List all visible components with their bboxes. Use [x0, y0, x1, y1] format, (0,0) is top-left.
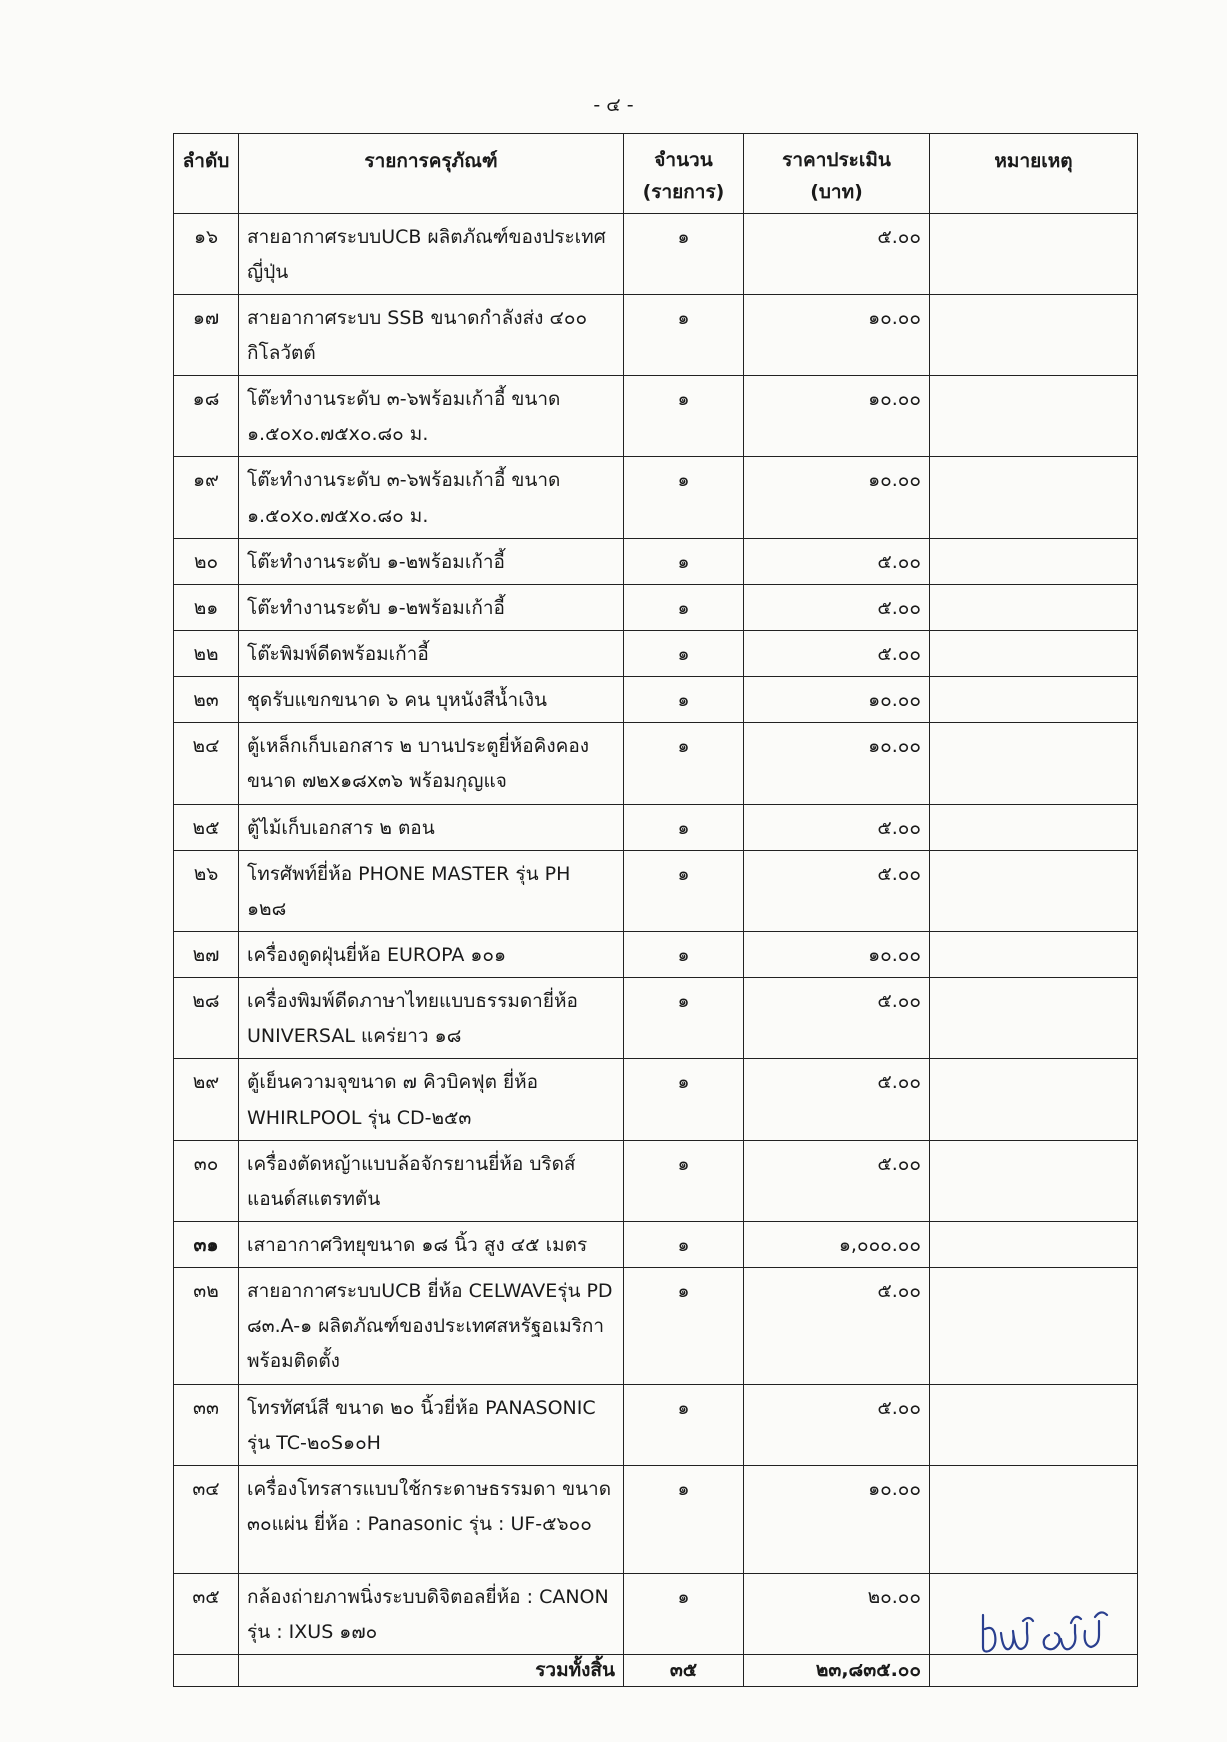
table-row — [174, 1268, 1138, 1384]
table-row — [174, 1140, 1138, 1221]
table-row — [174, 677, 1138, 723]
row-qty: ๑ — [624, 1384, 744, 1465]
table-row — [174, 294, 1138, 375]
row-price: ๕.๐๐ — [744, 538, 930, 584]
row-number: ๒๑ — [174, 584, 239, 630]
header-price — [744, 134, 930, 214]
row-qty: ๑ — [624, 1140, 744, 1221]
table-row — [174, 723, 1138, 804]
row-price: ๑๐.๐๐ — [744, 723, 930, 804]
total-price: ๒๓,๘๓๕.๐๐ — [744, 1655, 930, 1687]
row-price: ๕.๐๐ — [744, 1268, 930, 1384]
row-item: สายอากาศระบบUCB ยี่ห้อ CELWAVEรุ่น PD ๘๓.A-๑ ผลิตภัณฑ์ของประเทศสหรัฐอเมริกาพร้อมติดตั้ง — [239, 1268, 624, 1384]
row-number: ๓๐ — [174, 1140, 239, 1221]
row-item: โทรศัพท์ยี่ห้อ PHONE MASTER รุ่น PH ๑๒๘ — [239, 850, 624, 931]
row-number: ๒๐ — [174, 538, 239, 584]
table-row — [174, 584, 1138, 630]
row-item: เครื่องพิมพ์ดีดภาษาไทยแบบธรรมดายี่ห้อ UNIVERSAL แคร่ยาว ๑๘ — [239, 978, 624, 1059]
row-qty: ๑ — [624, 1059, 744, 1140]
row-item: โต๊ะทำงานระดับ ๑-๒พร้อมเก้าอี้ — [239, 538, 624, 584]
row-qty: ๑ — [624, 978, 744, 1059]
row-price: ๑,๐๐๐.๐๐ — [744, 1221, 930, 1267]
row-qty: ๑ — [624, 1268, 744, 1384]
header-item: รายการครุภัณฑ์ — [239, 134, 624, 214]
row-item: ชุดรับแขกขนาด ๖ คน บุหนังสีน้ำเงิน — [239, 677, 624, 723]
table-header-row — [174, 134, 1138, 214]
row-price: ๑๐.๐๐ — [744, 457, 930, 538]
table-row — [174, 804, 1138, 850]
row-number: ๒๔ — [174, 723, 239, 804]
row-number: ๓๑ — [174, 1221, 239, 1267]
row-item: เครื่องตัดหญ้าแบบล้อจักรยานยี่ห้อ บริดส์แอนด์สแตรทตัน — [239, 1140, 624, 1221]
row-remark — [930, 1465, 1138, 1573]
row-qty: ๑ — [624, 723, 744, 804]
row-remark — [930, 1268, 1138, 1384]
row-qty: ๑ — [624, 584, 744, 630]
row-number: ๓๔ — [174, 1465, 239, 1573]
row-number: ๑๖ — [174, 213, 239, 294]
row-price: ๑๐.๐๐ — [744, 931, 930, 977]
row-qty: ๑ — [624, 931, 744, 977]
inventory-table — [173, 133, 1138, 1687]
table-row — [174, 1221, 1138, 1267]
row-price: ๕.๐๐ — [744, 631, 930, 677]
row-qty: ๑ — [624, 213, 744, 294]
row-qty: ๑ — [624, 294, 744, 375]
row-qty: ๑ — [624, 631, 744, 677]
table-body — [174, 213, 1138, 1655]
row-number: ๑๘ — [174, 376, 239, 457]
row-remark — [930, 213, 1138, 294]
row-remark — [930, 723, 1138, 804]
row-item: เสาอากาศวิทยุขนาด ๑๘ นิ้ว สูง ๔๕ เมตร — [239, 1221, 624, 1267]
row-item: โต๊ะทำงานระดับ ๓-๖พร้อมเก้าอี้ ขนาด ๑.๕๐x๐.๗๕x๐.๘๐ ม. — [239, 457, 624, 538]
row-item: สายอากาศระบบUCB ผลิตภัณฑ์ของประเทศญี่ปุ่น — [239, 213, 624, 294]
header-remark: หมายเหตุ — [930, 134, 1138, 214]
row-remark — [930, 804, 1138, 850]
table-row — [174, 1059, 1138, 1140]
row-item: เครื่องดูดฝุ่นยี่ห้อ EUROPA ๑๐๑ — [239, 931, 624, 977]
row-remark — [930, 677, 1138, 723]
row-remark — [930, 457, 1138, 538]
row-price: ๕.๐๐ — [744, 1384, 930, 1465]
table-row — [174, 1465, 1138, 1573]
header-price-line2: (บาท) — [810, 181, 863, 204]
total-blank — [174, 1655, 239, 1687]
table-row — [174, 931, 1138, 977]
row-remark — [930, 631, 1138, 677]
row-item: โต๊ะทำงานระดับ ๓-๖พร้อมเก้าอี้ ขนาด ๑.๕๐x๐.๗๕x๐.๘๐ ม. — [239, 376, 624, 457]
row-remark — [930, 1059, 1138, 1140]
row-item: โทรทัศน์สี ขนาด ๒๐ นิ้วยี่ห้อ PANASONIC รุ่น TC-๒๐S๑๐H — [239, 1384, 624, 1465]
table-row — [174, 457, 1138, 538]
row-price: ๕.๐๐ — [744, 804, 930, 850]
table-row — [174, 538, 1138, 584]
row-number: ๒๗ — [174, 931, 239, 977]
row-qty: ๑ — [624, 1573, 744, 1654]
row-number: ๒๓ — [174, 677, 239, 723]
header-qty-line1: จำนวน — [654, 149, 713, 171]
header-qty-line2: (รายการ) — [642, 181, 725, 204]
row-number: ๓๕ — [174, 1573, 239, 1654]
row-number: ๑๙ — [174, 457, 239, 538]
row-remark — [930, 931, 1138, 977]
table-row — [174, 376, 1138, 457]
row-price: ๒๐.๐๐ — [744, 1573, 930, 1654]
row-price: ๕.๐๐ — [744, 1059, 930, 1140]
row-item: สายอากาศระบบ SSB ขนาดกำลังส่ง ๔๐๐ กิโลวัตต์ — [239, 294, 624, 375]
row-price: ๑๐.๐๐ — [744, 1465, 930, 1573]
row-price: ๕.๐๐ — [744, 213, 930, 294]
row-qty: ๑ — [624, 850, 744, 931]
table-row — [174, 213, 1138, 294]
row-qty: ๑ — [624, 677, 744, 723]
row-number: ๒๙ — [174, 1059, 239, 1140]
header-no: ลำดับ — [174, 134, 239, 214]
handwritten-signature — [975, 1595, 1125, 1665]
row-remark — [930, 376, 1138, 457]
row-price: ๑๐.๐๐ — [744, 294, 930, 375]
row-qty: ๑ — [624, 376, 744, 457]
row-price: ๕.๐๐ — [744, 850, 930, 931]
row-qty: ๑ — [624, 457, 744, 538]
row-item: โต๊ะทำงานระดับ ๑-๒พร้อมเก้าอี้ — [239, 584, 624, 630]
table-row — [174, 850, 1138, 931]
row-qty: ๑ — [624, 1465, 744, 1573]
row-remark — [930, 584, 1138, 630]
row-qty: ๑ — [624, 538, 744, 584]
row-item: ตู้เหล็กเก็บเอกสาร ๒ บานประตูยี่ห้อคิงคอง ขนาด ๗๒x๑๘x๓๖ พร้อมกุญแจ — [239, 723, 624, 804]
row-price: ๑๐.๐๐ — [744, 376, 930, 457]
row-qty: ๑ — [624, 804, 744, 850]
row-item: โต๊ะพิมพ์ดีดพร้อมเก้าอี้ — [239, 631, 624, 677]
header-qty — [624, 134, 744, 214]
row-price: ๕.๐๐ — [744, 978, 930, 1059]
total-qty: ๓๕ — [624, 1655, 744, 1687]
row-number: ๑๗ — [174, 294, 239, 375]
row-item: กล้องถ่ายภาพนิ่งระบบดิจิตอลยี่ห้อ : CANON รุ่น : IXUS ๑๗๐ — [239, 1573, 624, 1654]
row-number: ๒๒ — [174, 631, 239, 677]
row-item: ตู้ไม้เก็บเอกสาร ๒ ตอน — [239, 804, 624, 850]
table-row — [174, 1384, 1138, 1465]
row-remark — [930, 1140, 1138, 1221]
page-number: - ๔ - — [593, 94, 634, 116]
row-remark — [930, 1384, 1138, 1465]
row-price: ๑๐.๐๐ — [744, 677, 930, 723]
row-price: ๕.๐๐ — [744, 1140, 930, 1221]
table-row — [174, 631, 1138, 677]
row-number: ๓๓ — [174, 1384, 239, 1465]
row-item: ตู้เย็นความจุขนาด ๗ คิวบิคฟุต ยี่ห้อ WHIRLPOOL รุ่น CD-๒๕๓ — [239, 1059, 624, 1140]
row-number: ๒๘ — [174, 978, 239, 1059]
total-label: รวมทั้งสิ้น — [239, 1655, 624, 1687]
table-row — [174, 978, 1138, 1059]
row-qty: ๑ — [624, 1221, 744, 1267]
row-number: ๓๒ — [174, 1268, 239, 1384]
row-price: ๕.๐๐ — [744, 584, 930, 630]
row-number: ๒๕ — [174, 804, 239, 850]
row-number: ๒๖ — [174, 850, 239, 931]
row-remark — [930, 294, 1138, 375]
row-item: เครื่องโทรสารแบบใช้กระดาษธรรมดา ขนาด ๓๐แผ่น ยี่ห้อ : Panasonic รุ่น : UF-๕๖๐๐ — [239, 1465, 624, 1573]
row-remark — [930, 850, 1138, 931]
row-remark — [930, 978, 1138, 1059]
row-remark — [930, 538, 1138, 584]
header-price-line1: ราคาประเมิน — [782, 149, 891, 171]
row-remark — [930, 1221, 1138, 1267]
